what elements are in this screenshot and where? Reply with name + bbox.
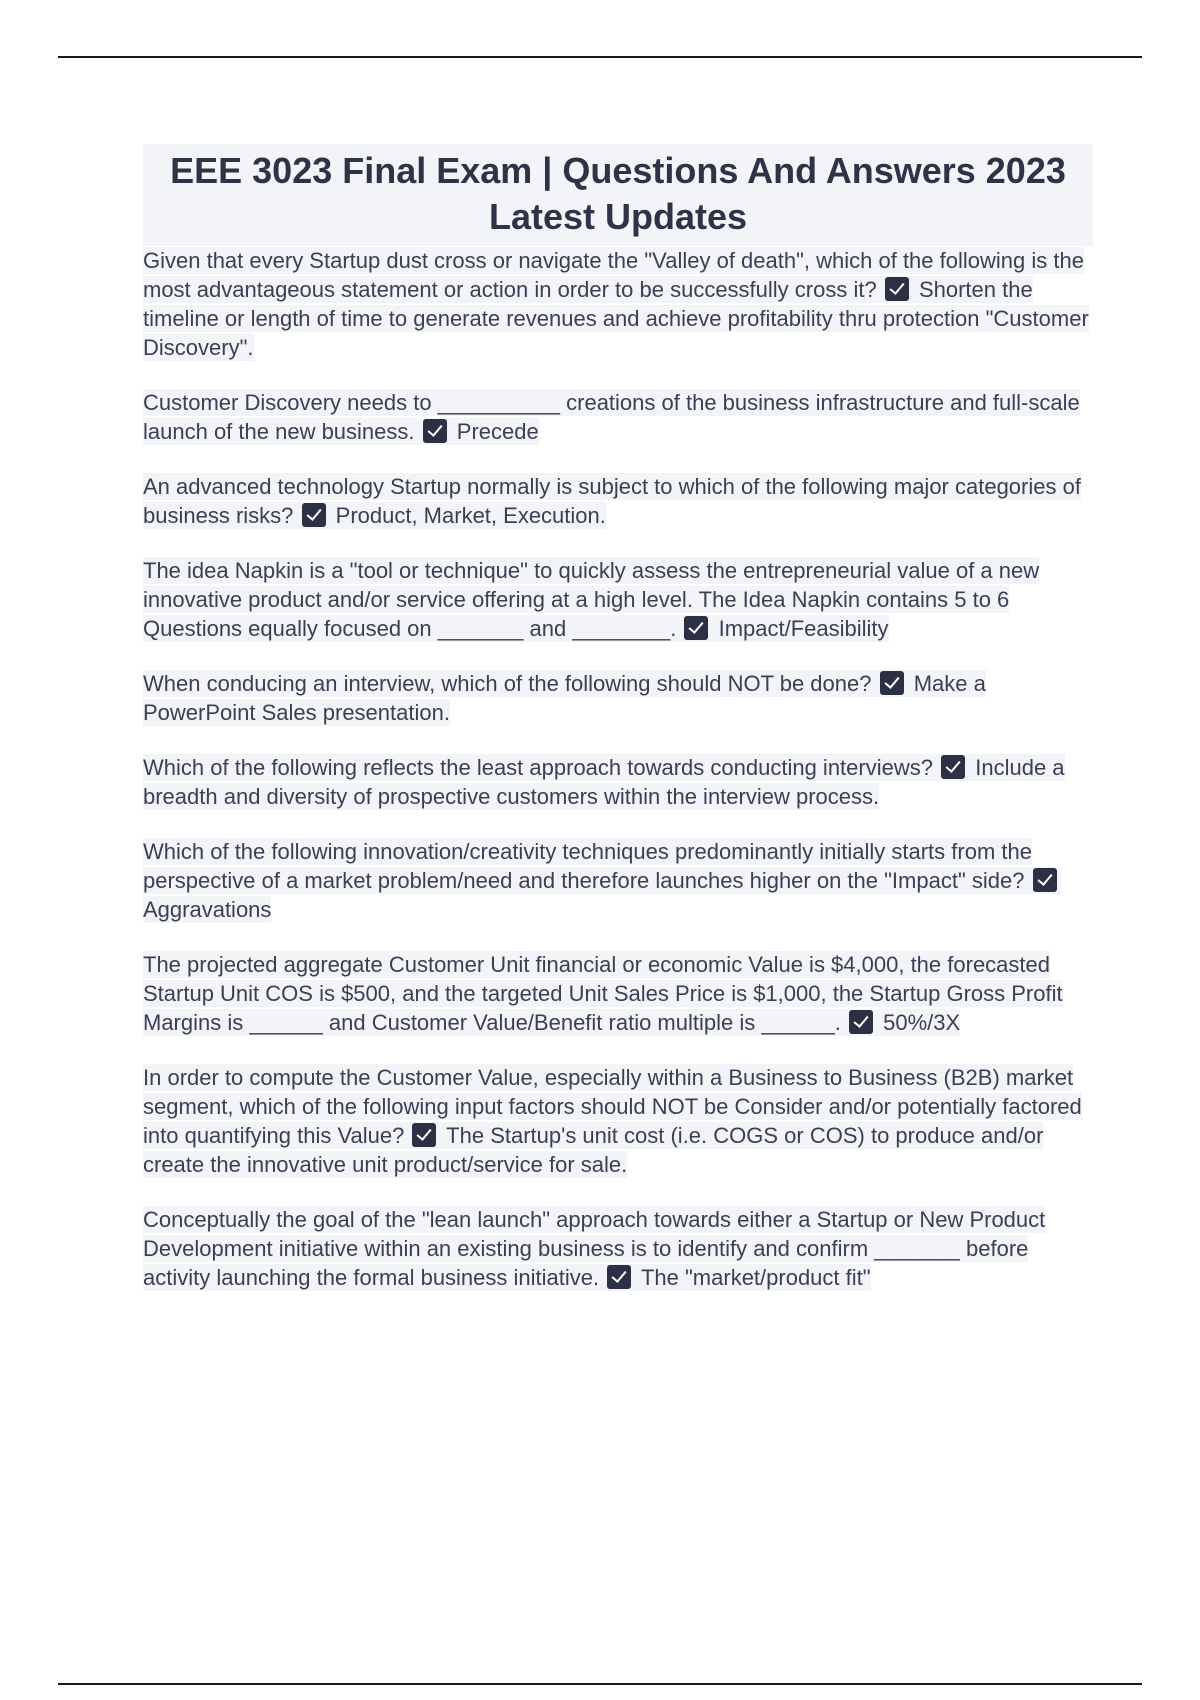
question-text: In order to compute the Customer Value, especially within a Business to Business (B2B) market segment, which of the following input factors should NOT be Consider and/or potentially factored into quantifying this Value? bbox=[143, 1065, 1082, 1148]
answer-text: 50%/3X bbox=[883, 1010, 961, 1035]
qa-item bbox=[143, 837, 1093, 924]
qa-item bbox=[143, 246, 1093, 362]
question-text: An advanced technology Startup normally is subject to which of the following major categories of business risks? bbox=[143, 474, 1081, 528]
document-body bbox=[143, 144, 1093, 1318]
check-box-icon bbox=[607, 1265, 631, 1289]
check-box-icon bbox=[412, 1123, 436, 1147]
question-text: Given that every Startup dust cross or navigate the "Valley of death", which of the following is the most advantageous statement or action in order to be successfully cross it? bbox=[143, 248, 1084, 302]
page-title: EEE 3023 Final Exam | Questions And Answers 2023 Latest Updates bbox=[143, 144, 1093, 246]
qa-item bbox=[143, 556, 1093, 643]
question-text: Which of the following reflects the least approach towards conducting interviews? bbox=[143, 755, 933, 780]
qa-item bbox=[143, 753, 1093, 811]
answer-text: Shorten the timeline or length of time to generate revenues and achieve profitability thru protection "Customer Discovery". bbox=[143, 277, 1089, 360]
question-text: The idea Napkin is a "tool or technique" to quickly assess the entrepreneurial value of a new innovative product and/or service offering at a high level. The Idea Napkin contains 5 to 6 Questions equally focused on _______ and ________. bbox=[143, 558, 1040, 641]
qa-item bbox=[143, 1063, 1093, 1179]
question-text: Customer Discovery needs to __________ creations of the business infrastructure and full-scale launch of the new business. bbox=[143, 390, 1080, 444]
question-text: Which of the following innovation/creativity techniques predominantly initially starts from the perspective of a market problem/need and therefore launches higher on the "Impact" side? bbox=[143, 839, 1032, 893]
check-box-icon bbox=[880, 671, 904, 695]
answer-text: The "market/product fit" bbox=[640, 1265, 871, 1290]
question-text: When conducing an interview, which of the following should NOT be done? bbox=[143, 671, 872, 696]
qa-item bbox=[143, 669, 1093, 727]
bottom-rule bbox=[58, 1683, 1142, 1685]
check-box-icon bbox=[885, 277, 909, 301]
answer-text: Make a PowerPoint Sales presentation. bbox=[143, 671, 986, 725]
qa-item bbox=[143, 950, 1093, 1037]
answer-text: Product, Market, Execution. bbox=[335, 503, 606, 528]
check-box-icon bbox=[423, 419, 447, 443]
check-box-icon bbox=[849, 1010, 873, 1034]
check-box-icon bbox=[1033, 868, 1057, 892]
qa-item bbox=[143, 1205, 1093, 1292]
top-rule bbox=[58, 56, 1142, 58]
question-text: Conceptually the goal of the "lean launch" approach towards either a Startup or New Product Development initiative within an existing business is to identify and confirm _______ before activity launching the formal business initiative. bbox=[143, 1207, 1046, 1290]
answer-text: Impact/Feasibility bbox=[718, 616, 889, 641]
qa-list bbox=[143, 246, 1093, 1292]
answer-text: The Startup's unit cost (i.e. COGS or COS) to produce and/or create the innovative unit product/service for sale. bbox=[143, 1123, 1044, 1177]
check-box-icon bbox=[684, 616, 708, 640]
check-box-icon bbox=[941, 755, 965, 779]
answer-text: Precede bbox=[456, 419, 539, 444]
qa-item bbox=[143, 472, 1093, 530]
answer-text: Include a breadth and diversity of prospective customers within the interview process. bbox=[143, 755, 1065, 809]
qa-item bbox=[143, 388, 1093, 446]
check-box-icon bbox=[302, 503, 326, 527]
answer-text: Aggravations bbox=[143, 897, 272, 922]
question-text: The projected aggregate Customer Unit financial or economic Value is $4,000, the forecasted Startup Unit COS is $500, and the targeted Unit Sales Price is $1,000, the Startup Gross Profit Margins is ______ and Customer Value/Benefit ratio multiple is ______. bbox=[143, 952, 1063, 1035]
